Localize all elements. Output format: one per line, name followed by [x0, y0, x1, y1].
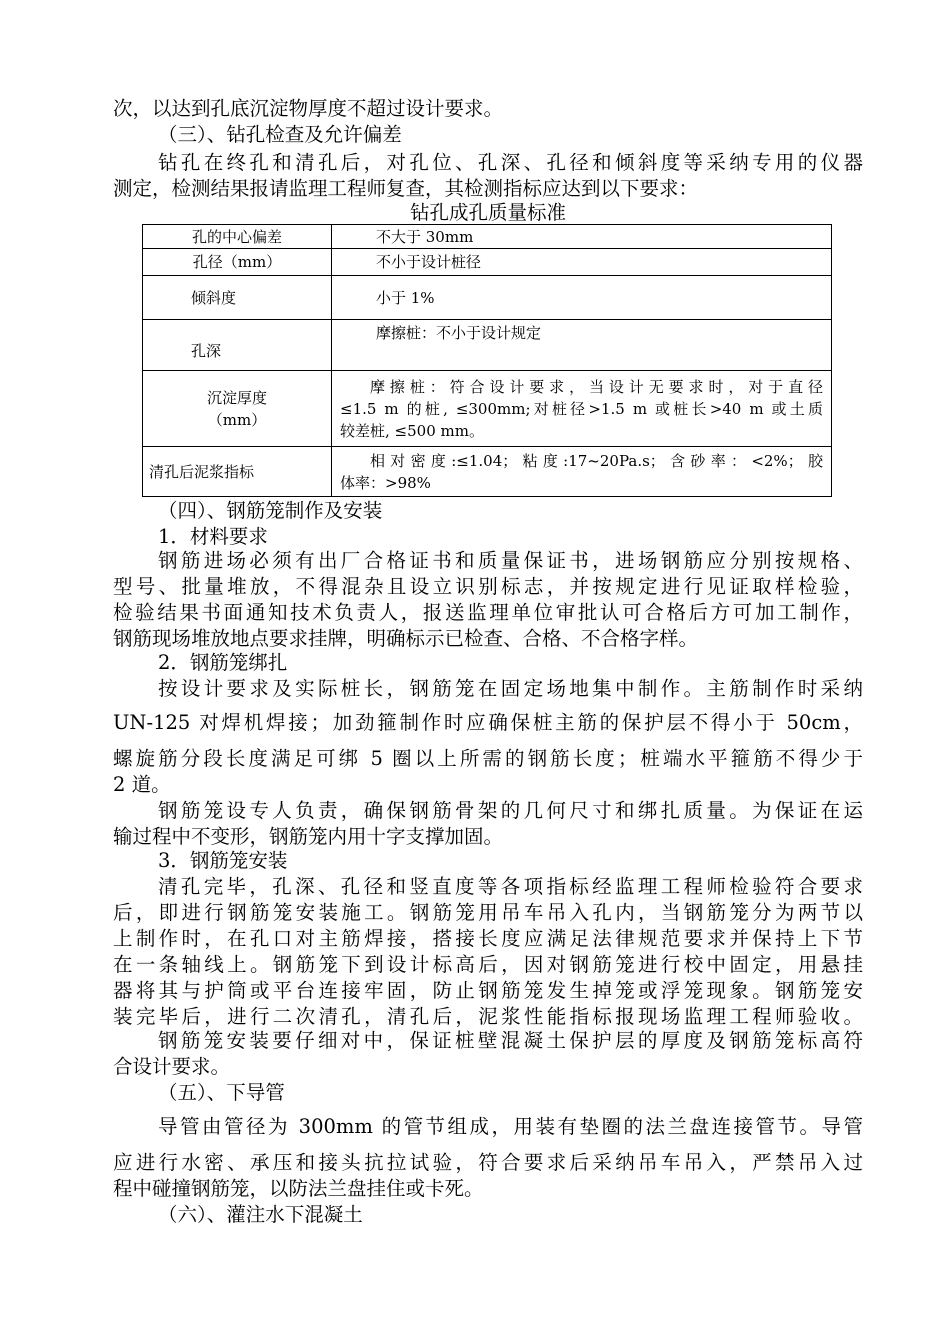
paragraph-line: 导管由管径为 300mm 的管节组成，用装有垫圈的法兰盘连接管节。导管 [158, 1115, 863, 1138]
table-row [143, 249, 832, 276]
table-caption: 钻孔成孔质量标准 [409, 201, 566, 224]
requirement-line: 体率：>98% [340, 473, 431, 492]
table-cell-item: 孔深 [143, 320, 332, 371]
table-row [143, 320, 832, 371]
paragraph-line: 螺旋筋分段长度满足可绑 5 圈以上所需的钢筋长度；桩端水平箍筋不得少于 [113, 747, 863, 770]
paragraph-line: 钢筋笼设专人负责，确保钢筋骨架的几何尺寸和绑扎质量。为保证在运 [158, 799, 863, 822]
paragraph-line: 检验结果书面通知技术负责人，报送监理单位审批认可合格后方可加工制作， [113, 601, 863, 624]
subsection-heading: 3．钢筋笼安装 [158, 849, 288, 872]
table-cell-requirement: 摩擦桩：不小于设计规定 [332, 320, 832, 371]
requirement-line: 相对密度:≤1.04；粘度:17~20Pa.s；含砂率：<2%；胶 [370, 451, 823, 470]
table-cell-item: 倾斜度 [143, 276, 332, 320]
table-cell-requirement: 不大于 30mm [332, 225, 832, 249]
paragraph-line: 应进行水密、承压和接头抗拉试验，符合要求后采纳吊车吊入，严禁吊入过 [113, 1151, 863, 1174]
table-cell-requirement: 不小于设计桩径 [332, 249, 832, 276]
paragraph-line: 测定，检测结果报请监理工程师复查，其检测指标应达到以下要求： [113, 177, 699, 200]
table-cell-item: 清孔后泥浆指标 [143, 447, 332, 497]
requirement-line: ≤1.5 m 的桩, ≤300mm;对桩径>1.5 m 或桩长>40 m 或土质 [340, 399, 823, 418]
paragraph-line: 按设计要求及实际桩长，钢筋笼在固定场地集中制作。主筋制作时采纳 [158, 677, 863, 700]
section-heading-4: （四）、钢筋笼制作及安装 [158, 499, 383, 522]
requirement-line: 较差桩, ≤500 mm。 [340, 421, 484, 440]
section-heading-6: （六）、灌注水下混凝土 [158, 1203, 363, 1226]
paragraph-line: 后，即进行钢筋笼安装施工。钢筋笼用吊车吊入孔内，当钢筋笼分为两节以 [113, 901, 863, 924]
table-cell-item-line: 沉淀厚度 [206, 388, 267, 407]
paragraph-line: 钻孔在终孔和清孔后，对孔位、孔深、孔径和倾斜度等采纳专用的仪器 [158, 151, 863, 174]
paragraph-line: 2 道。 [113, 773, 171, 796]
paragraph-line: 上制作时，在孔口对主筋焊接，搭接长度应满足法律规范要求并保持上下节 [113, 927, 863, 950]
paragraph-line: 装完毕后，进行二次清孔，清孔后，泥浆性能指标报现场监理工程师验收。 [113, 1005, 863, 1028]
paragraph-line: 型号、批量堆放，不得混杂且设立识别标志，并按规定进行见证取样检验， [113, 575, 863, 598]
section-heading-3: （三）、钻孔检查及允许偏差 [158, 123, 402, 146]
paragraph-line: 钢筋笼安装要仔细对中，保证桩壁混凝土保护层的厚度及钢筋笼标高符 [158, 1029, 863, 1052]
table-row [143, 225, 832, 249]
table-row [143, 371, 832, 447]
paragraph-line: 次，以达到孔底沉淀物厚度不超过设计要求。 [113, 97, 504, 120]
section-heading-5: （五）、下导管 [158, 1081, 285, 1104]
paragraph-line: 输过程中不变形，钢筋笼内用十字支撑加固。 [113, 825, 504, 848]
subsection-heading: 2．钢筋笼绑扎 [158, 651, 288, 674]
paragraph-line: 钢筋现场堆放地点要求挂牌，明确标示已检查、合格、不合格字样。 [113, 627, 699, 650]
paragraph-line: 在一条轴线上。钢筋笼下到设计标高后，因对钢筋笼进行校中固定，用悬挂 [113, 953, 863, 976]
paragraph-line: 程中碰撞钢筋笼，以防法兰盘挂住或卡死。 [113, 1177, 484, 1200]
requirement-line: 摩擦桩：符合设计要求，当设计无要求时，对于直径 [370, 377, 823, 396]
table-row [143, 276, 832, 320]
table-cell-item [143, 371, 332, 447]
table-cell-requirement [332, 371, 832, 447]
paragraph-line: 合设计要求。 [113, 1055, 231, 1078]
table-cell-requirement: 小于 1% [332, 276, 832, 320]
table-cell-item: 孔的中心偏差 [143, 225, 332, 249]
paragraph-line: 清孔完毕，孔深、孔径和竖直度等各项指标经监理工程师检验符合要求 [158, 875, 863, 898]
paragraph-line: 钢筋进场必须有出厂合格证书和质量保证书，进场钢筋应分别按规格、 [158, 549, 863, 572]
table-cell-requirement [332, 447, 832, 497]
table-cell-item: 孔径（mm） [143, 249, 332, 276]
table-cell-item-line: （mm） [207, 410, 267, 429]
subsection-heading: 1．材料要求 [158, 525, 268, 548]
paragraph-line: 器将其与护筒或平台连接牢固，防止钢筋笼发生掉笼或浮笼现象。钢筋笼安 [113, 979, 863, 1002]
paragraph-line: UN-125 对焊机焊接；加劲箍制作时应确保桩主筋的保护层不得小于 50cm， [113, 711, 863, 734]
quality-standard-table [142, 224, 832, 497]
table-row [143, 447, 832, 497]
